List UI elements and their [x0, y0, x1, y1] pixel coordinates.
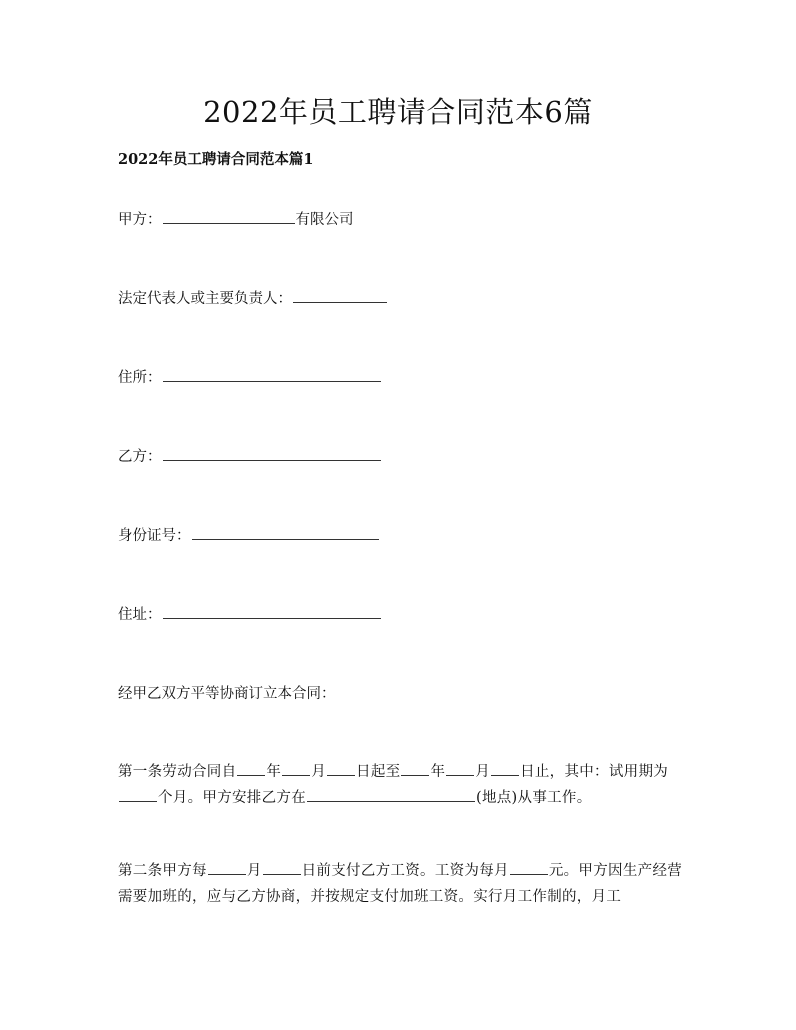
article-1-text: (地点)从事工作。	[476, 790, 592, 806]
party-a-name-blank	[163, 209, 295, 224]
document-title: 2022年员工聘请合同范本6篇	[203, 95, 593, 129]
address-a-blank	[163, 367, 381, 382]
end-month-blank	[446, 761, 474, 776]
party-b-label: 乙方：	[118, 449, 162, 465]
article-2-text: 第二条甲方每	[118, 863, 207, 879]
pay-month-blank	[208, 860, 246, 875]
party-b-line	[118, 446, 382, 468]
article-2	[118, 858, 688, 910]
article-1-text: 为	[653, 764, 669, 780]
legal-rep-blank	[293, 288, 387, 303]
start-month-blank	[282, 761, 310, 776]
address-a-label: 住所：	[118, 370, 162, 386]
article-1-text: 日止，其中：试用期	[520, 764, 654, 780]
article-1-text: 第一条劳动合同自	[118, 764, 237, 780]
address-b-line	[118, 604, 382, 626]
id-number-blank	[192, 525, 379, 540]
id-number-line	[118, 525, 380, 547]
article-1-text: 月	[475, 764, 491, 780]
end-year-blank	[401, 761, 429, 776]
article-2-text: 元。甲方因生产	[548, 863, 653, 879]
id-number-label: 身份证号：	[118, 528, 191, 544]
article-2-text: 经营需要加班的，应与乙方协商，并按规定支付加班工资。实行月工作制的，月工	[118, 863, 683, 905]
pay-day-blank	[263, 860, 301, 875]
party-a-suffix: 有限公司	[295, 212, 354, 228]
end-day-blank	[491, 761, 519, 776]
work-location-blank	[307, 787, 475, 802]
article-1-text: 日起至	[356, 764, 401, 780]
party-b-blank	[163, 446, 381, 461]
article-2-text: 月	[246, 863, 262, 879]
party-a-label: 甲方：	[118, 212, 162, 228]
legal-rep-line	[118, 288, 388, 310]
party-a-line	[118, 209, 354, 231]
address-b-label: 住址：	[118, 607, 162, 623]
article-1-text: 月	[311, 764, 327, 780]
article-1-text: 年	[266, 764, 282, 780]
article-1-text: 年	[430, 764, 446, 780]
article-2-text: 日前支付乙方工资。工资为每月	[301, 863, 509, 879]
probation-months-blank	[119, 787, 157, 802]
legal-rep-label: 法定代表人或主要负责人：	[118, 291, 292, 307]
start-day-blank	[327, 761, 355, 776]
start-year-blank	[237, 761, 265, 776]
intro-paragraph: 经甲乙双方平等协商订立本合同：	[118, 686, 336, 702]
address-b-blank	[163, 604, 381, 619]
address-a-line	[118, 367, 382, 389]
article-1	[118, 759, 688, 811]
monthly-salary-blank	[510, 860, 548, 875]
article-1-text: 个月。甲方安排乙方在	[158, 790, 306, 806]
section-title: 2022年员工聘请合同范本篇1	[118, 151, 314, 168]
